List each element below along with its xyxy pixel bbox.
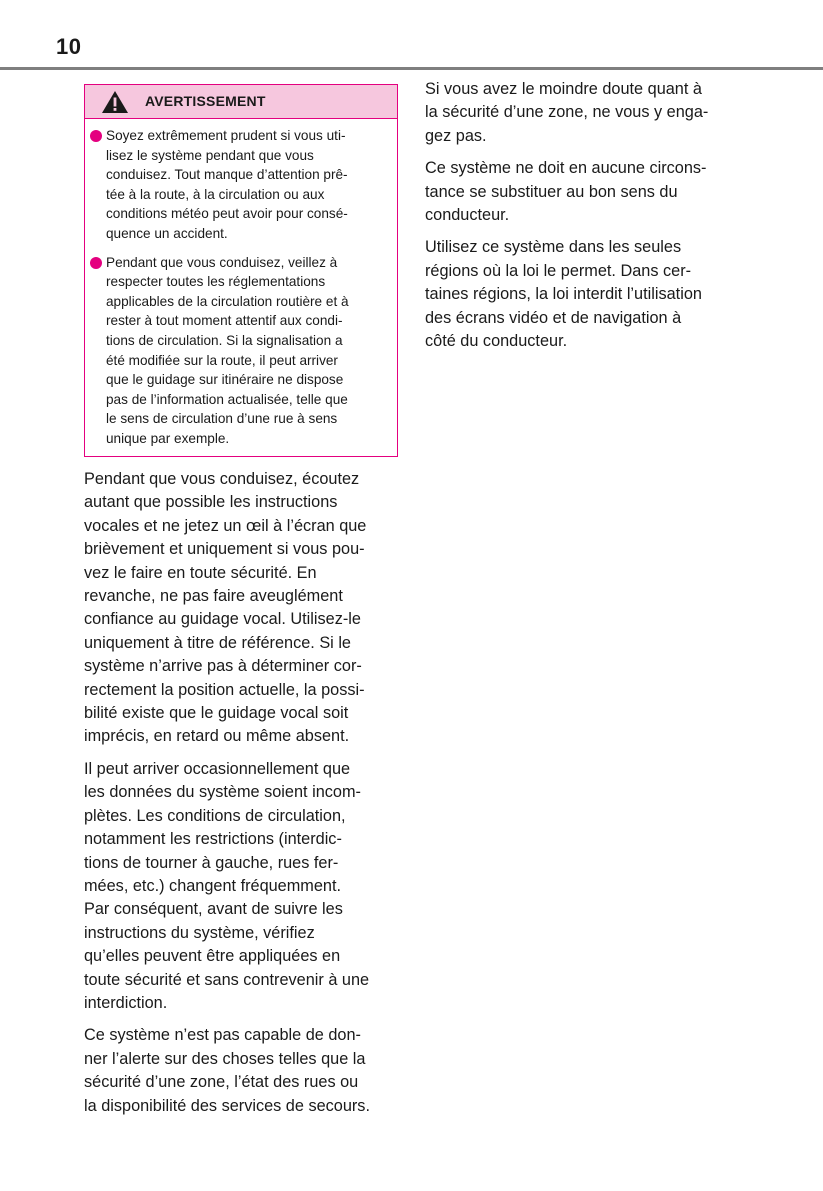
bullet-icon (90, 130, 102, 142)
page-number: 10 (56, 34, 82, 59)
warning-box (84, 84, 398, 457)
warning-item-text: Pendant que vous conduisez, veillez à respecter toutes les réglementations applicables de la circulation routière et à rester à tout moment attentif aux condi- tions de circulation. Si la signalisation a été modifiée sur la route, il peut arriver que le guidage sur itinéraire ne dispose pas de l’information actualisée, telle que le sens de circulation d’une rue à sens unique par exemple. (106, 254, 349, 446)
warning-item-text: Soyez extrêmement prudent si vous uti- lisez le système pendant que vous conduisez. Tout manque d’attention prê- tée à la route, à la circulation ou aux conditions météo peut avoir pour consé- quence un accident. (106, 128, 348, 241)
paragraph: Ce système ne doit en aucune circons- tance se substituer au bon sens du conducteur. (425, 159, 707, 225)
warning-item (90, 253, 389, 449)
paragraph: Utilisez ce système dans les seules régions où la loi le permet. Dans cer- taines régions, la loi interdit l’utilisation des écrans vidéo et de navigation à côté du conducteur. (425, 238, 702, 351)
header-divider (0, 67, 823, 70)
bullet-icon (90, 257, 102, 269)
paragraph: Ce système n’est pas capable de don- ner l’alerte sur des choses telles que la sécurité d’une zone, l’état des rues ou la disponibilité des services de secours. (84, 1026, 370, 1115)
left-column (84, 468, 396, 1127)
paragraph: Il peut arriver occasionnellement que les données du système soient incom- plètes. Les conditions de circulation, notamment les restrictions (interdic- tions de tourner à gauche, rues fer- mées, etc.) changent fréquemment. Par conséquent, avant de suivre les instructions du système, vérifiez qu’elles peuvent être appliquées en toute sécurité et sans contrevenir à une interdiction. (84, 759, 370, 1012)
warning-list (85, 119, 397, 449)
right-column (425, 78, 737, 362)
paragraph: Pendant que vous conduisez, écoutez autant que possible les instructions vocales et ne jetez un œil à l’écran que brièvement et uniquement si vous pou- vez le faire en toute sécurité. En revanche, ne pas faire aveuglément confiance au guidage vocal. Utilisez-le uniquement à titre de référence. Si le système n’arrive pas à déterminer cor- rectement la position actuelle, la possi- bilité existe que le guidage vocal soit imprécis, en retard ou même absent. (84, 470, 367, 746)
paragraph: Si vous avez le moindre doute quant à la sécurité d’une zone, ne vous y enga- gez pas. (425, 80, 709, 145)
warning-item (90, 126, 389, 244)
warning-title: AVERTISSEMENT (145, 93, 266, 109)
warning-triangle-icon (101, 90, 129, 114)
warning-header (85, 85, 397, 119)
